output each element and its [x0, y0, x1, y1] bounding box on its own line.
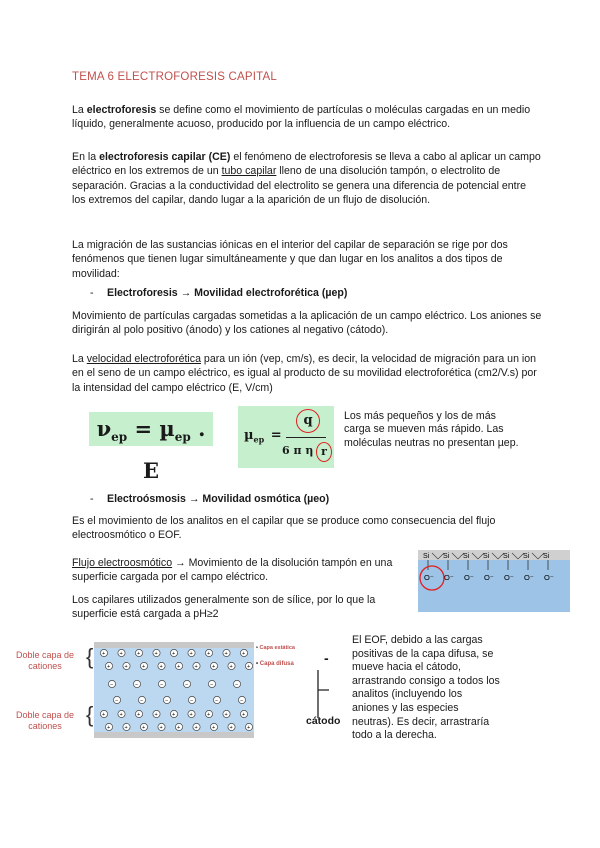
- ion-charge: −: [235, 682, 239, 689]
- ion-charge: +: [194, 664, 198, 671]
- ion-charge: +: [242, 712, 246, 719]
- oxygen-anion: O⁻: [424, 573, 434, 582]
- ion-charge: −: [160, 682, 164, 689]
- brace-bottom: {: [86, 702, 94, 727]
- paragraph-capilares-silice: Los capilares utilizados generalmente son de sílice, por lo que la superficie está cargada a pH≥2: [72, 594, 376, 621]
- silica-wall-diagram: [418, 550, 570, 612]
- ion-charge: +: [224, 712, 228, 719]
- note-tamano-carga: Los más pequeños y los de más carga se mueven más rápido. Las moléculas neutras no presentan µep.: [344, 410, 519, 449]
- ion-charge: +: [172, 712, 176, 719]
- ion-charge: +: [212, 664, 216, 671]
- bullet-electroosmosis: - Electroósmosis → Movilidad osmótica (µeo): [90, 493, 330, 505]
- ion-charge: +: [224, 651, 228, 658]
- silicon-atom: Si: [543, 553, 550, 560]
- ion-charge: −: [190, 698, 194, 705]
- oxygen-anion: O⁻: [464, 573, 474, 582]
- ion-charge: +: [242, 651, 246, 658]
- anode-minus-sign: -: [324, 650, 329, 666]
- ion-charge: +: [142, 664, 146, 671]
- ion-charge: +: [119, 712, 123, 719]
- ion-charge: +: [177, 664, 181, 671]
- silicon-atom: Si: [463, 553, 470, 560]
- ion-charge: +: [102, 651, 106, 658]
- ion-charge: −: [140, 698, 144, 705]
- silicon-atom: Si: [503, 553, 510, 560]
- ion-charge: +: [159, 725, 163, 732]
- label-capa-difusa: • Capa difusa: [256, 661, 294, 667]
- oxygen-anion: O⁻: [504, 573, 514, 582]
- ion-charge: +: [229, 664, 233, 671]
- ion-charge: +: [229, 725, 233, 732]
- ion-charge: −: [165, 698, 169, 705]
- double-layer-diagram: [94, 642, 254, 738]
- silicon-atom: Si: [423, 553, 430, 560]
- silicon-atom: Si: [523, 553, 530, 560]
- oxygen-anion: O⁻: [544, 573, 554, 582]
- ion-charge: +: [247, 725, 251, 732]
- oxygen-anion: O⁻: [484, 573, 494, 582]
- ion-charge: −: [135, 682, 139, 689]
- paragraph-velocidad-electroforetica: La velocidad electroforética para un ión (vep, cm/s), es decir, la velocidad de migración para un ion en el seno de un campo eléctrico, es igual al producto de su movilidad electroforética (cm2/V.s) por la intensidad del campo eléctrico (E, V/cm): [72, 353, 537, 394]
- ion-charge: +: [159, 664, 163, 671]
- brace-top: {: [86, 644, 94, 669]
- ion-charge: +: [124, 664, 128, 671]
- ion-charge: +: [154, 712, 158, 719]
- ion-charge: −: [210, 682, 214, 689]
- ion-charge: +: [102, 712, 106, 719]
- ion-charge: +: [189, 651, 193, 658]
- ion-charge: +: [207, 712, 211, 719]
- formula-movilidad: µ$_{ep}$ = q 6 π η r: [238, 406, 334, 468]
- ion-charge: −: [215, 698, 219, 705]
- ion-charge: −: [115, 698, 119, 705]
- radius-circle-r: r: [316, 442, 332, 462]
- page-title: TEMA 6 ELECTROFORESIS CAPITAL: [72, 71, 277, 83]
- oxygen-anion: O⁻: [524, 573, 534, 582]
- capillary-wall-top: [94, 642, 254, 648]
- label-capa-estatica: • Capa estática: [256, 645, 295, 651]
- paragraph-eof-explicacion: El EOF, debido a las cargas positivas de la capa difusa, se mueve hacia el cátodo, arrastrando consigo a todos los analitos (incluyendo los aniones y las especies neutras). Es decir, arrastraría todo a la derecha.: [352, 634, 500, 742]
- ion-charge: +: [177, 725, 181, 732]
- label-doble-capa-top: Doble capa de cationes: [15, 650, 75, 671]
- oxygen-anion: O⁻: [444, 573, 454, 582]
- ion-charge: +: [207, 651, 211, 658]
- ion-charge: +: [172, 651, 176, 658]
- ion-charge: +: [194, 725, 198, 732]
- capillary-buffer: [94, 648, 254, 732]
- ion-charge: +: [137, 651, 141, 658]
- capillary-wall-bottom: [94, 732, 254, 738]
- ion-charge: −: [110, 682, 114, 689]
- ion-charge: +: [124, 725, 128, 732]
- paragraph-migracion: La migración de las sustancias iónicas en el interior del capilar de separación se rige por dos fenómenos que tienen lugar simultáneamente y que dan lugar en los analitos a dos tipos de movilidad:: [72, 239, 508, 280]
- ion-charge: +: [137, 712, 141, 719]
- ion-charge: +: [212, 725, 216, 732]
- ion-charge: +: [107, 664, 111, 671]
- ion-charge: +: [142, 725, 146, 732]
- ion-charge: −: [240, 698, 244, 705]
- paragraph-electroforesis-definition: La electroforesis se define como el movimiento de partículas o moléculas cargadas en un medio líquido, generalmente acuoso, producido por la influencia de un campo eléctrico.: [72, 104, 531, 131]
- ion-charge: +: [119, 651, 123, 658]
- paragraph-particulas-cargadas: Movimiento de partículas cargadas sometidas a la aplicación de un campo eléctrico. Los aniones se dirigirán al polo positivo (ánodo) y los cationes al negativo (cátodo).: [72, 310, 542, 337]
- silicon-atom: Si: [443, 553, 450, 560]
- label-doble-capa-bottom: Doble capa de cationes: [15, 710, 75, 731]
- ion-charge: −: [185, 682, 189, 689]
- fraction-bar: [286, 437, 326, 438]
- bullet-electroforesis: - Electroforesis → Movilidad electroforética (µep): [90, 287, 348, 299]
- silicon-atom: Si: [483, 553, 490, 560]
- ion-charge: +: [189, 712, 193, 719]
- ion-charge: +: [107, 725, 111, 732]
- paragraph-electroforesis-capilar: En la electroforesis capilar (CE) el fenómeno de electroforesis se lleva a cabo al aplicar un campo eléctrico en los extremos de un tubo capilar lleno de una disolución tampón, o electrolito de separación. Gracias a la conductividad del electrolito se genera una diferencia de potencial entre los extremos del capilar, dando lugar a la aparición de un flujo de disolución.: [72, 151, 541, 207]
- formula-velocidad: $\nu_{ep} = \mu_{ep}$ . E: [89, 412, 213, 446]
- label-catodo: cátodo: [306, 715, 341, 727]
- ion-charge: +: [247, 664, 251, 671]
- ion-charge: +: [154, 651, 158, 658]
- charge-circle-q: q: [296, 409, 320, 433]
- electrode-bracket: [316, 670, 330, 720]
- paragraph-eof: Es el movimiento de los analitos en el capilar que se produce como consecuencia del flujo electroosmótico o EOF.: [72, 515, 496, 542]
- denominator: 6 π η: [282, 444, 314, 457]
- paragraph-flujo-electroosmotico: Flujo electroosmótico → Movimiento de la disolución tampón en una superficie cargada por el campo eléctrico.: [72, 557, 393, 584]
